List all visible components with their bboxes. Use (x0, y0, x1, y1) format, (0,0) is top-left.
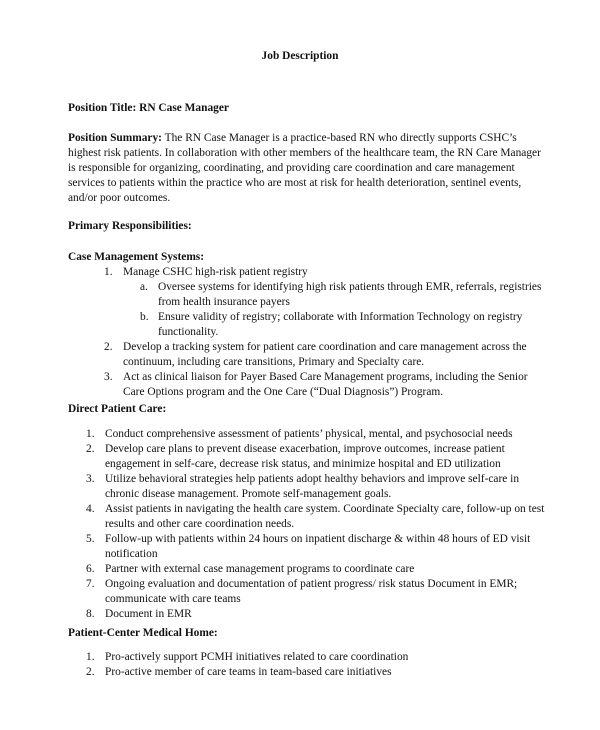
list-number: 3. (86, 473, 95, 485)
list-text: Develop care plans to prevent disease exacerbation, improve outcomes, increase patient engagement in self-care, decrease risk status, and minimize hospital and ED utilization (105, 443, 505, 470)
position-title (68, 101, 548, 116)
position-summary (68, 131, 548, 206)
list-text: Manage CSHC high-risk patient registry (123, 266, 308, 278)
primary-responsibilities-heading: Primary Responsibilities: (68, 220, 192, 232)
list-text: Pro-actively support PCMH initiatives related to care coordination (105, 651, 409, 663)
list-text: Ensure validity of registry; collaborate with Information Technology on registry functionality. (158, 311, 523, 338)
list-number: 1. (86, 651, 95, 663)
list-item (68, 472, 548, 502)
list-text: Pro-active member of care teams in team-based care initiatives (105, 666, 392, 678)
list-number: 8. (86, 608, 95, 620)
patient-center-list (68, 650, 548, 680)
list-letter: a. (140, 281, 148, 293)
case-management-heading: Case Management Systems: (68, 251, 205, 263)
list-letter: b. (140, 311, 149, 323)
list-item (68, 442, 548, 472)
position-summary-text: The RN Case Manager is a practice-based RN who directly supports CSHC’s highest risk patients. In collaboration with other members of the healthcare team, the RN Care Manager is responsible for organizing, coordinating, and providing care coordination and care management services to patients within the practice who are most at risk for health deterioration, sentinel events, and/or poor outcomes. (68, 132, 541, 204)
list-text: Utilize behavioral strategies help patients adopt healthy behaviors and improve self-care in chronic disease management. Promote self-management goals. (105, 473, 520, 500)
list-text: Act as clinical liaison for Payer Based Care Management programs, including the Senior Care Options program and the One Care (“Dual Diagnosis”) Program. (123, 371, 528, 398)
direct-patient-care-list (68, 427, 548, 622)
list-item (68, 340, 548, 370)
list-item (68, 577, 548, 607)
list-subitem (68, 280, 548, 310)
list-text: Oversee systems for identifying high risk patients through EMR, referrals, registries from health insurance payers (158, 281, 542, 308)
list-number: 4. (86, 503, 95, 515)
list-number: 1. (86, 428, 95, 440)
list-text: Partner with external case management programs to coordinate care (105, 563, 415, 575)
list-number: 5. (86, 533, 95, 545)
list-number: 1. (104, 266, 113, 278)
list-item (68, 665, 548, 680)
list-item (68, 650, 548, 665)
list-number: 2. (104, 341, 113, 353)
list-number: 2. (86, 666, 95, 678)
list-text: Develop a tracking system for patient care coordination and care management across the continuum, including care transitions, Primary and Specialty care. (123, 341, 527, 368)
patient-center-heading: Patient-Center Medical Home: (68, 627, 218, 639)
document-title: Job Description (261, 50, 339, 62)
list-item (68, 562, 548, 577)
position-title-value: RN Case Manager (139, 102, 229, 114)
list-number: 3. (104, 371, 113, 383)
list-number: 2. (86, 443, 95, 455)
list-text: Document in EMR (105, 608, 192, 620)
list-number: 6. (86, 563, 95, 575)
list-text: Conduct comprehensive assessment of patients’ physical, mental, and psychosocial needs (105, 428, 513, 440)
list-item (68, 427, 548, 442)
list-number: 7. (86, 578, 95, 590)
list-item (68, 370, 548, 400)
list-item (68, 532, 548, 562)
direct-patient-care-heading: Direct Patient Care: (68, 403, 167, 415)
list-item (68, 502, 548, 532)
position-title-label: Position Title: (68, 102, 137, 114)
list-subitem (68, 310, 548, 340)
list-item (68, 265, 548, 280)
position-summary-label: Position Summary: (68, 132, 162, 144)
list-text: Assist patients in navigating the health care system. Coordinate Specialty care, follow-up on test results and other care coordination needs. (105, 503, 545, 530)
case-management-list (68, 265, 548, 400)
list-text: Follow-up with patients within 24 hours on inpatient discharge & within 48 hours of ED visit notification (105, 533, 531, 560)
list-text: Ongoing evaluation and documentation of patient progress/ risk status Document in EMR; communicate with care teams (105, 578, 518, 605)
list-item (68, 607, 548, 622)
